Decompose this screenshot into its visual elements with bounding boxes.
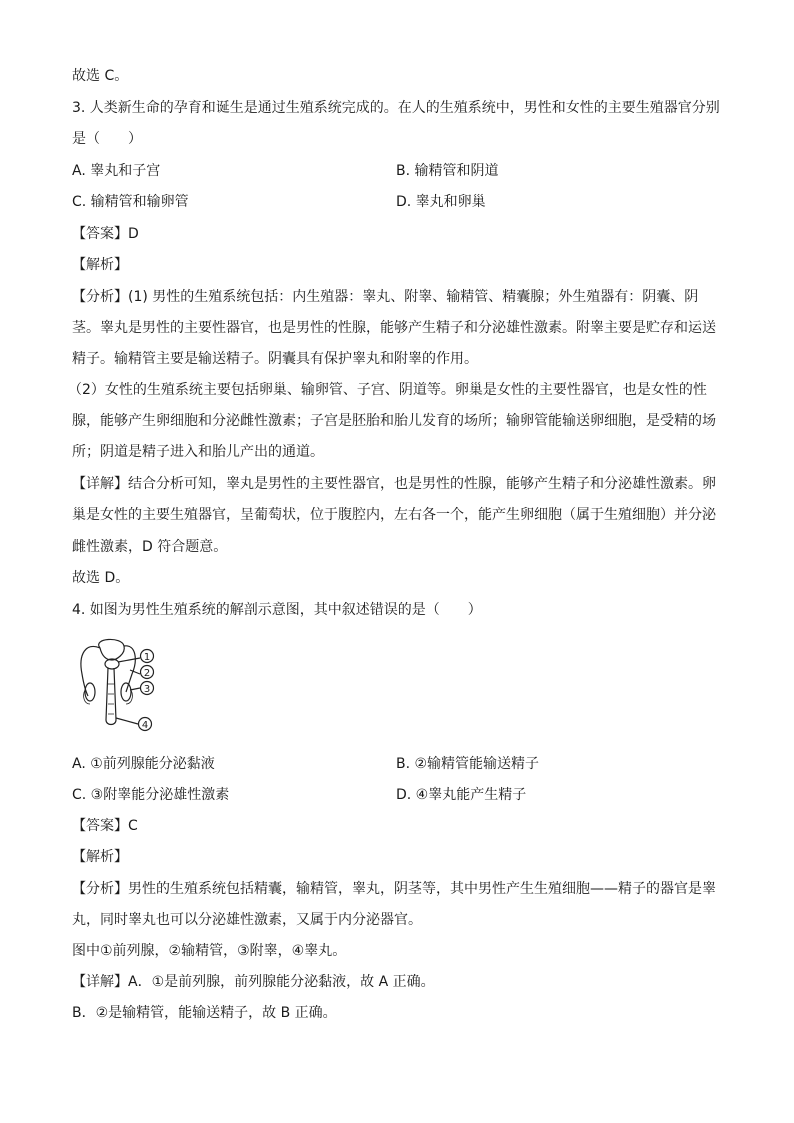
diagram-label-4: 4 bbox=[141, 720, 149, 731]
question-3-stem: 3. 人类新生命的孕育和诞生是通过生殖系统完成的。在人的生殖系统中，男性和女性的主要生殖器官分别 bbox=[72, 100, 720, 116]
detail-text: 【详解】结合分析可知，睾丸是男性的主要性器官，也是男性的性腺，能够产生精子和分泌雄性激素。卵 bbox=[72, 476, 716, 492]
q4-option-d: D. ④睾丸能产生精子 bbox=[396, 787, 527, 803]
answer-label: 【答案】C bbox=[72, 818, 138, 834]
text-line: 故选 C。 bbox=[72, 68, 129, 84]
text-line: 故选 D。 bbox=[72, 570, 130, 586]
detail-text: 雌性激素，D 符合题意。 bbox=[72, 539, 228, 555]
figure-legend-text: 图中①前列腺，②输精管，③附睾，④睾丸。 bbox=[72, 943, 347, 959]
analysis-text: 所；阴道是精子进入和胎儿产出的通道。 bbox=[72, 444, 324, 460]
detail-text: 【详解】A．①是前列腺，前列腺能分泌黏液，故 A 正确。 bbox=[72, 974, 435, 990]
q3-option-c: C. 输精管和输卵管 bbox=[72, 194, 189, 210]
q3-option-b: B. 输精管和阴道 bbox=[396, 163, 499, 179]
question-4-stem: 4. 如图为男性生殖系统的解剖示意图，其中叙述错误的是（ ） bbox=[72, 602, 482, 618]
analysis-label: 【解析】 bbox=[72, 257, 128, 273]
analysis-text: 【分析】男性的生殖系统包括精囊，输精管，睾丸，阴茎等，其中男性产生生殖细胞——精子的器官是睾 bbox=[72, 881, 716, 897]
answer-label: 【答案】D bbox=[72, 226, 139, 242]
male-reproductive-system-diagram bbox=[72, 634, 164, 742]
analysis-text: 丸，同时睾丸也可以分泌雄性激素，又属于内分泌器官。 bbox=[72, 912, 422, 928]
question-3-stem-cont: 是（ ） bbox=[72, 131, 142, 147]
q4-option-c: C. ③附睾能分泌雄性激素 bbox=[72, 787, 230, 803]
q3-option-a: A. 睾丸和子宫 bbox=[72, 163, 161, 179]
detail-text: 巢是女性的主要生殖器官，呈葡萄状，位于腹腔内，左右各一个，能产生卵细胞（属于生殖细胞）并分泌 bbox=[72, 507, 716, 523]
analysis-text: 【分析】(1) 男性的生殖系统包括：内生殖器：睾丸、附睾、输精管、精囊腺；外生殖器有：阴囊、阴 bbox=[72, 289, 699, 305]
diagram-label-3: 3 bbox=[143, 684, 151, 695]
bladder-shape bbox=[99, 639, 125, 660]
analysis-label: 【解析】 bbox=[72, 849, 128, 865]
analysis-text: （2）女性的生殖系统主要包括卵巢、输卵管、子宫、阴道等。卵巢是女性的主要性器官，也是女性的性 bbox=[68, 382, 707, 398]
q4-option-a: A. ①前列腺能分泌黏液 bbox=[72, 756, 215, 772]
penis-shape bbox=[106, 668, 116, 725]
detail-text: B．②是输精管，能输送精子，故 B 正确。 bbox=[72, 1005, 337, 1021]
analysis-text: 腺，能够产生卵细胞和分泌雌性激素；子宫是胚胎和胎儿发育的场所；输卵管能输送卵细胞，是受精的场 bbox=[72, 413, 716, 429]
q3-option-d: D. 睾丸和卵巢 bbox=[396, 194, 486, 210]
q4-option-b: B. ②输精管能输送精子 bbox=[396, 756, 540, 772]
vas-deferens-left bbox=[81, 646, 100, 696]
diagram-label-2: 2 bbox=[143, 668, 151, 679]
diagram-label-1: 1 bbox=[143, 652, 151, 663]
analysis-text: 茎。睾丸是男性的主要性器官，也是男性的性腺，能够产生精子和分泌雄性激素。附睾主要是贮存和运送 bbox=[72, 320, 716, 336]
analysis-text: 精子。输精管主要是输送精子。阴囊具有保护睾丸和附睾的作用。 bbox=[72, 351, 478, 367]
